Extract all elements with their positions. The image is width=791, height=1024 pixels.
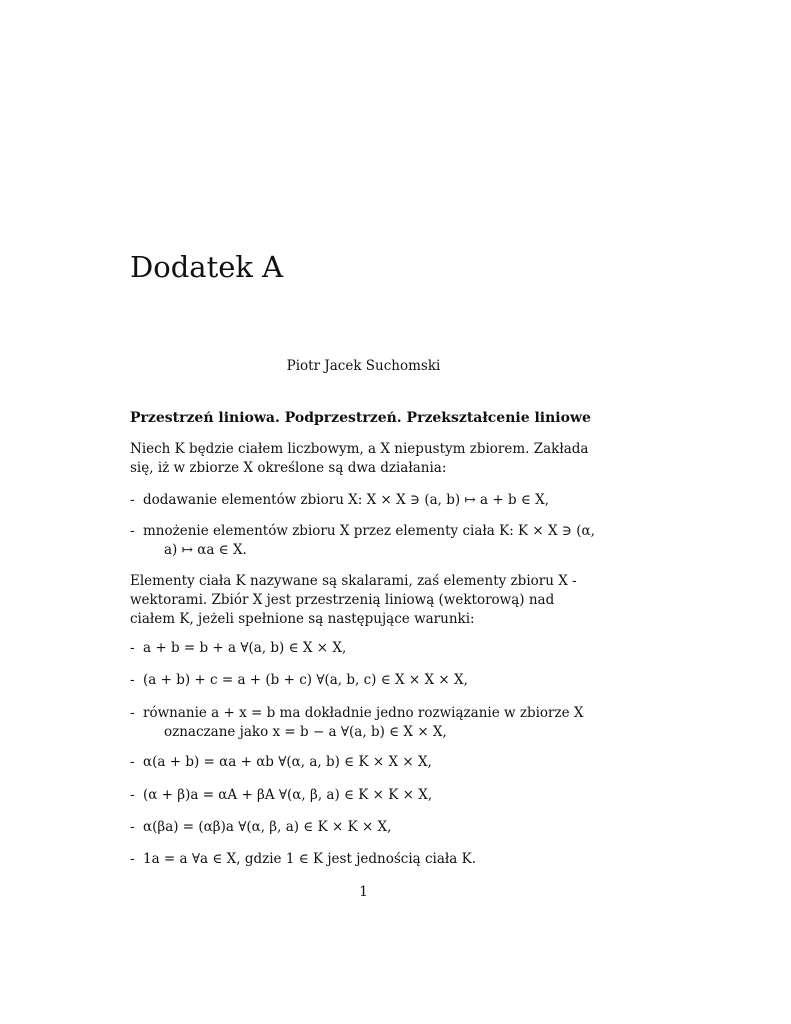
axiom-item [130, 639, 596, 658]
axiom-text: równanie a + x = b ma dokładnie jedno rozwiązanie w zbiorze X oznaczane jako x = b − a ∀(a, b) ∈ X × X, [143, 705, 584, 740]
list-dash: - [130, 787, 135, 803]
axiom-item [130, 704, 596, 742]
axiom-item [130, 818, 596, 837]
author: Piotr Jacek Suchomski [286, 358, 441, 374]
operation-text: dodawanie elementów zbioru X: X × X ∋ (a, b) ↦ a + b ∈ X, [143, 492, 550, 508]
axiom-text: a + b = b + a ∀(a, b) ∈ X × X, [143, 640, 347, 656]
list-dash: - [130, 754, 135, 770]
axiom-item [130, 850, 596, 869]
list-dash: - [130, 523, 135, 539]
list-dash: - [130, 851, 135, 867]
list-dash: - [130, 819, 135, 835]
list-dash: - [130, 672, 135, 688]
chapter-title: Dodatek A [130, 250, 284, 284]
operation-text: mnożenie elementów zbioru X przez elementy ciała K: K × X ∋ (α, a) ↦ αa ∈ X. [143, 523, 595, 558]
page-number: 1 [359, 884, 368, 900]
axiom-text: 1a = a ∀a ∈ X, gdzie 1 ∈ K jest jednością ciała K. [143, 851, 476, 867]
axiom-text: α(a + b) = αa + αb ∀(α, a, b) ∈ K × X × X, [143, 754, 432, 770]
operation-item [130, 522, 596, 560]
axiom-item [130, 753, 596, 772]
axiom-item [130, 786, 596, 805]
section-title: Przestrzeń liniowa. Podprzestrzeń. Przekształcenie liniowe [130, 410, 591, 426]
axiom-text: (a + b) + c = a + (b + c) ∀(a, b, c) ∈ X × X × X, [143, 672, 468, 688]
list-dash: - [130, 640, 135, 656]
axiom-item [130, 671, 596, 690]
axiom-text: (α + β)a = αA + βA ∀(α, β, a) ∈ K × K × X, [143, 787, 433, 803]
intro-paragraph: Niech K będzie ciałem liczbowym, a X niepustym zbiorem. Zakłada się, iż w zbiorze X określone są dwa działania: [130, 441, 589, 476]
list-dash: - [130, 705, 135, 721]
list-dash: - [130, 492, 135, 508]
operation-item [130, 491, 596, 510]
axiom-text: α(βa) = (αβ)a ∀(α, β, a) ∈ K × K × X, [143, 819, 392, 835]
definition-paragraph: Elementy ciała K nazywane są skalarami, zaś elementy zbioru X - wektorami. Zbiór X jest przestrzenią liniową (wektorową) nad ciałem K, jeżeli spełnione są następujące warunki: [130, 573, 577, 627]
